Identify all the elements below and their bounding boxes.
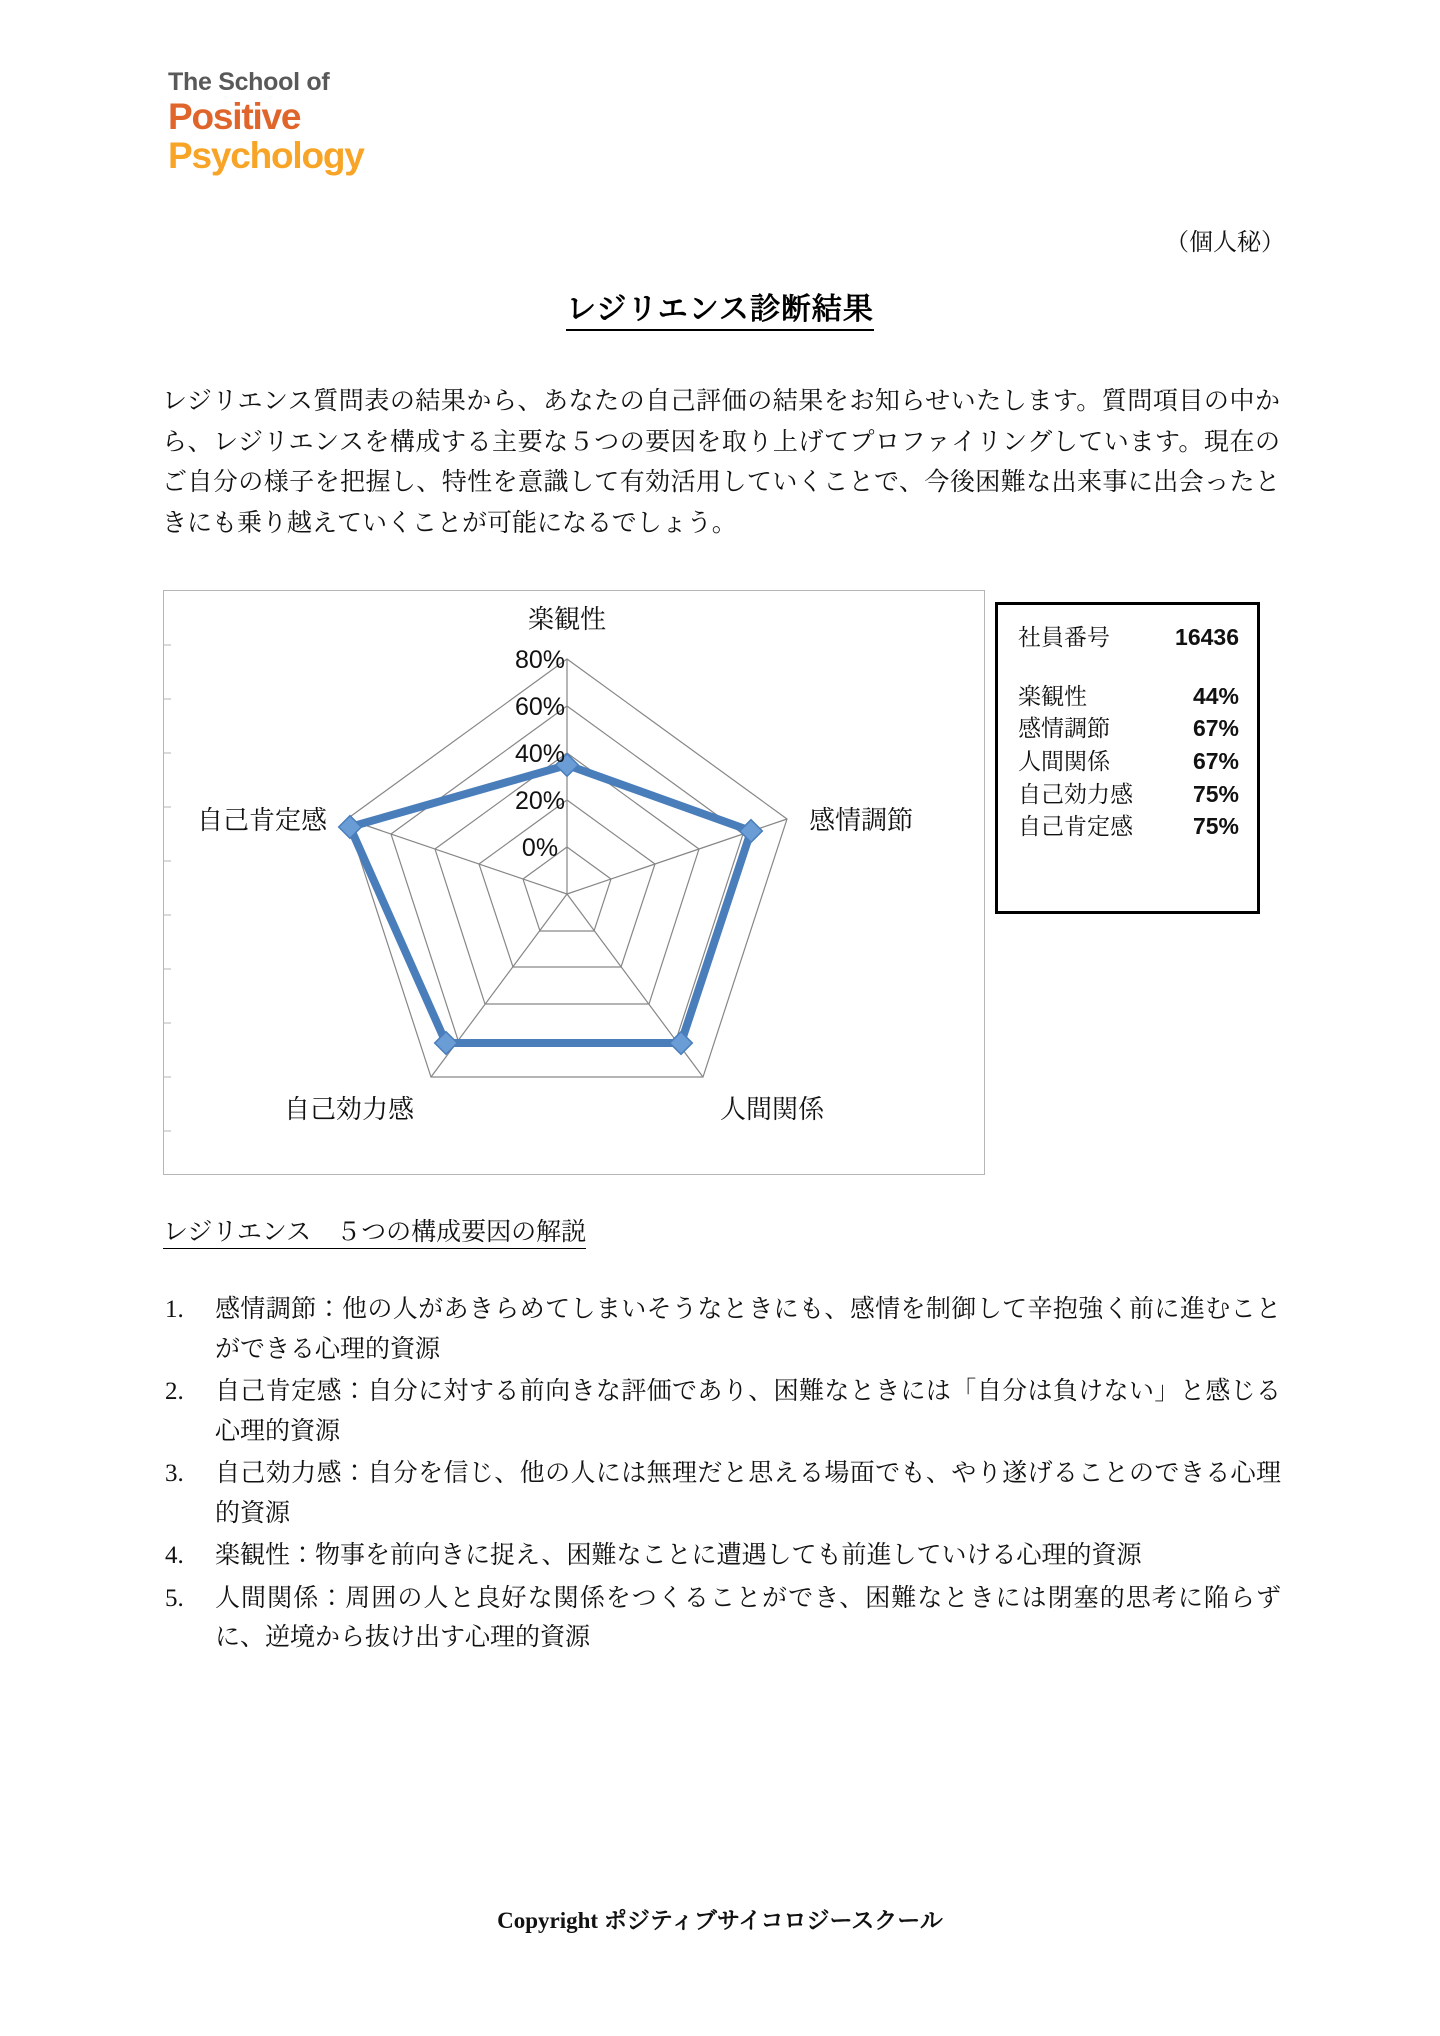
- radar-tick-20: 20%: [514, 787, 566, 815]
- employee-id-label: 社員番号: [1018, 624, 1110, 650]
- radar-label-self-efficacy: 自己効力感: [283, 1094, 414, 1124]
- radar-chart: [163, 590, 985, 1175]
- score-label-emotion-regulation: 感情調節: [1018, 715, 1110, 742]
- score-row-emotion-regulation: [1018, 712, 1239, 745]
- radar-label-self-esteem: 自己肯定感: [196, 805, 327, 835]
- score-row-self-efficacy: [1018, 778, 1239, 811]
- score-value-self-efficacy: 75%: [1192, 780, 1239, 807]
- list-item-text: 自己肯定感：自分に対する前向きな評価であり、困難なときには「自分は負けない」と感じる心理的資源: [215, 1378, 1281, 1445]
- score-label-self-efficacy: 自己効力感: [1018, 780, 1133, 807]
- list-item-number: 2.: [165, 1378, 184, 1405]
- list-item: [163, 1579, 1281, 1658]
- employee-id-row: [1018, 621, 1239, 654]
- chart-axis-ticks: [164, 645, 171, 1131]
- page-title-text: レジリエンス診断結果: [566, 293, 874, 331]
- radar-label-relationships: 人間関係: [720, 1094, 825, 1124]
- list-item-text: 楽観性：物事を前向きに捉え、困難なことに遭遇しても前進していける心理的資源: [215, 1542, 1142, 1569]
- section-heading: [163, 1212, 586, 1248]
- score-value-self-esteem: 75%: [1192, 813, 1239, 840]
- section-heading-text: レジリエンス ５つの構成要因の解説: [163, 1219, 586, 1249]
- score-row-self-esteem: [1018, 810, 1239, 843]
- score-row-optimism: [1018, 680, 1239, 713]
- radar-tick-0: 0%: [521, 834, 559, 862]
- list-item-text: 感情調節：他の人があきらめてしまいそうなときにも、感情を制御して辛抱強く前に進むことができる心理的資源: [215, 1296, 1281, 1363]
- radar-tick-40: 40%: [514, 740, 566, 768]
- radar-chart-svg: [164, 591, 984, 1174]
- list-item: [163, 1372, 1281, 1451]
- logo-line-psychology: Psychology: [168, 135, 364, 176]
- score-label-relationships: 人間関係: [1018, 747, 1110, 774]
- employee-id-value: 16436: [1175, 624, 1239, 650]
- radar-label-optimism: 楽観性: [527, 604, 607, 634]
- score-value-relationships: 67%: [1192, 747, 1239, 774]
- logo-line-the-school-of: The School of: [168, 68, 330, 96]
- list-item: [163, 1454, 1281, 1533]
- confidential-marking: （個人秘）: [1165, 230, 1285, 256]
- radar-spokes: [347, 659, 787, 1077]
- score-row-relationships: [1018, 745, 1239, 778]
- score-label-self-esteem: 自己肯定感: [1018, 813, 1133, 840]
- list-item-number: 4.: [165, 1542, 184, 1569]
- list-item: [163, 1290, 1281, 1369]
- list-item-number: 3.: [165, 1460, 184, 1487]
- score-summary-box: [995, 602, 1260, 914]
- list-item-number: 5.: [165, 1584, 184, 1612]
- intro-paragraph: レジリエンス質問表の結果から、あなたの自己評価の結果をお知らせいたします。質問項目の中から、レジリエンスを構成する主要な５つの要因を取り上げてプロファイリングしています。現在のご自分の様子を把握し、特性を意識して有効活用していくことで、今後困難な出来事に出会ったときにも乗り越えていくことが可能になるでしょう。: [162, 388, 1280, 537]
- list-item-text: 人間関係：周囲の人と良好な関係をつくることができ、困難なときには閉塞的思考に陥らずに、逆境から抜け出す心理的資源: [215, 1584, 1281, 1651]
- score-label-optimism: 楽観性: [1018, 682, 1087, 709]
- brand-logo: [168, 70, 364, 174]
- list-item-text: 自己効力感：自分を信じ、他の人には無理だと思える場面でも、やり遂げることのできる心理的資源: [215, 1460, 1281, 1527]
- factor-list: [163, 1290, 1281, 1661]
- list-item-number: 1.: [165, 1296, 184, 1323]
- radar-tick-60: 60%: [514, 693, 566, 721]
- list-item: [163, 1536, 1281, 1576]
- page-title: [0, 284, 1440, 328]
- radar-tick-80: 80%: [514, 646, 566, 674]
- footer-copyright: Copyright ポジティブサイコロジースクール: [497, 1908, 943, 1933]
- logo-line-positive: Positive: [168, 96, 301, 137]
- score-value-optimism: 44%: [1192, 682, 1239, 709]
- score-value-emotion-regulation: 67%: [1192, 715, 1239, 742]
- radar-label-emotion-regulation: 感情調節: [809, 805, 914, 835]
